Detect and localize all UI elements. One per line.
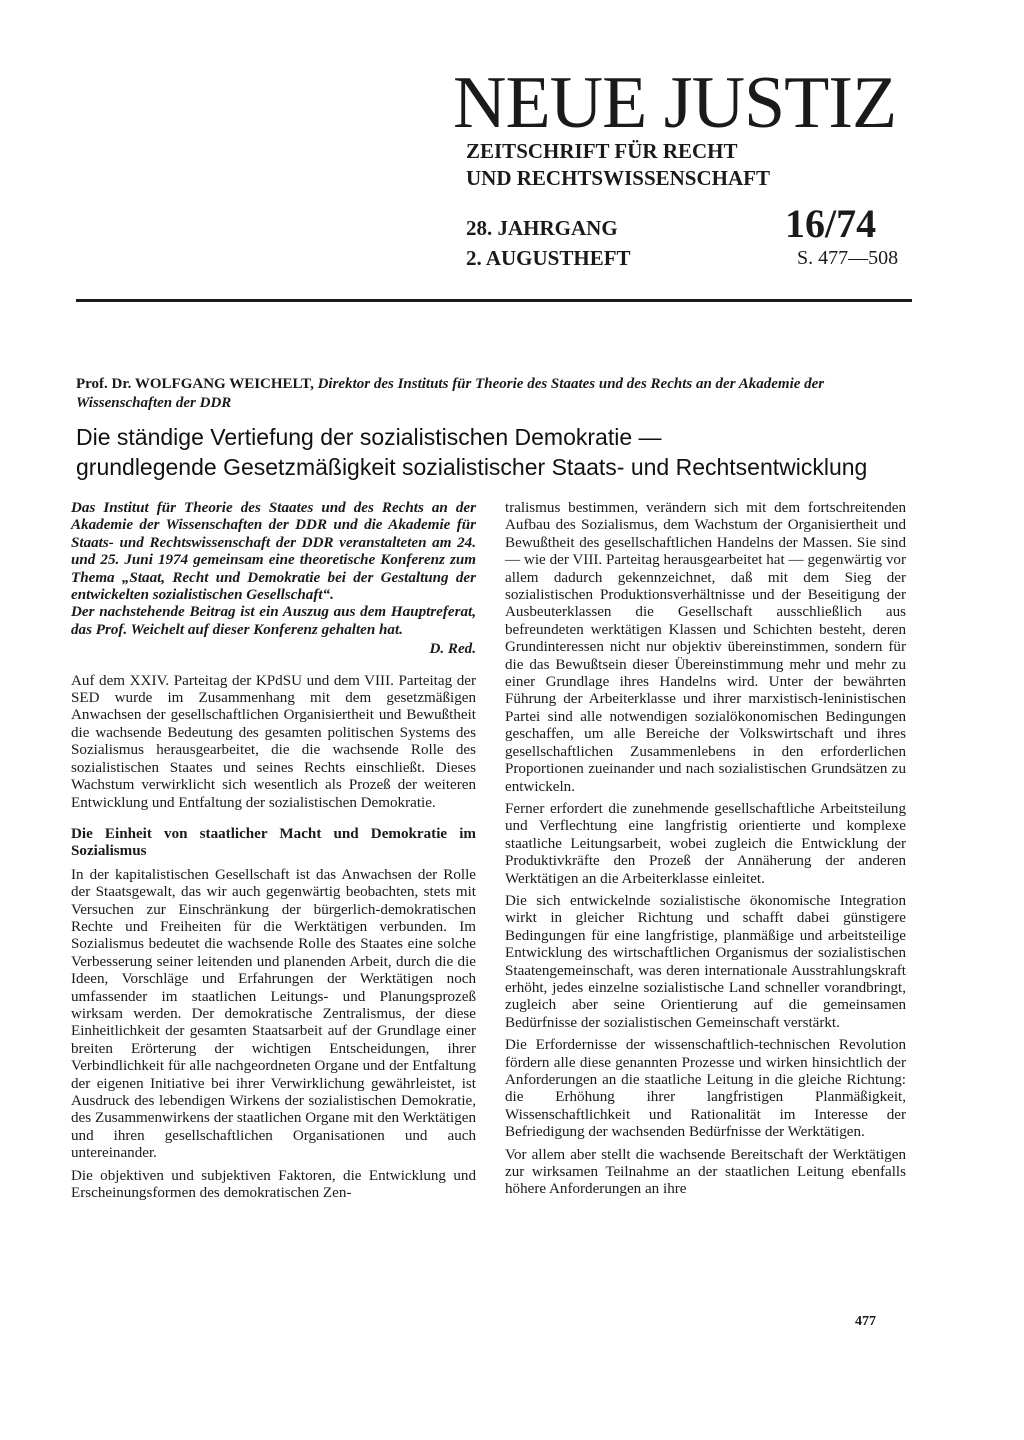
column-right [505,500,906,1204]
issue-info [466,213,631,273]
subtitle-line-1: ZEITSCHRIFT FÜR RECHT [466,139,738,163]
body-paragraph: Vor allem aber stellt die wachsende Bereitschaft der Werktätigen zur wirksamen Teilnahme an der staatlichen Leitung ebenfalls höhere Anforderungen an ihre [505,1146,906,1198]
author-name: Prof. Dr. WOLFGANG WEICHELT, [76,376,314,392]
headline-line-1: Die ständige Vertiefung der sozialistischen Demokratie — [76,424,662,450]
section-heading: Die Einheit von staatlicher Macht und Demokratie im Sozialismus [71,825,476,860]
masthead-rule [76,299,912,302]
subtitle-line-2: UND RECHTSWISSENSCHAFT [466,166,770,190]
masthead-subtitle [466,138,770,192]
issue-month: 2. AUGUSTHEFT [466,246,631,270]
column-left [71,500,476,1207]
author-affiliation: Direktor des Instituts für Theorie des Staates und des Rechts an der Akademie der Wissenschaften der DDR [76,376,825,411]
intro-paragraph: Der nachstehende Beitrag ist ein Auszug aus dem Hauptreferat, das Prof. Weichelt auf dieser Konferenz gehalten hat. [71,604,476,638]
editorial-intro [71,500,476,639]
body-paragraph: Ferner erfordert die zunehmende gesellschaftliche Arbeitsteilung und Verflechtung eine langfristig orientierte und komplexe staatliche Leitungsarbeit, wobei zugleich die Entwicklung der Produktivkräfte den Prozeß der Annäherung der anderen Werktätigen an die Arbeiterklasse einleitet. [505,800,906,887]
author-line [76,375,876,413]
body-paragraph: Auf dem XXIV. Parteitag der KPdSU und dem VIII. Parteitag der SED wurde im Zusammenhang mit dem gesetzmäßigen Anwachsen der gesellschaftlichen Organisiertheit und Bewußtheit die wachsende Bedeutung des gesamten politischen Systems des Sozialismus herausgearbeitet, die die wachsende Rolle des sozialistischen Staates und seines Rechts einschließt. Dieses Wachstum verwirklicht sich wesentlich als Prozeß der weiteren Entwicklung und Entfaltung der sozialistischen Demokratie. [71,672,476,811]
body-paragraph: In der kapitalistischen Gesellschaft ist das Anwachsen der Rolle der Staatsgewalt, das wir auch gegenwärtig beobachten, stets mit Versuchen zur Einschränkung der bürgerlich-demokratischen Rechte und Freiheiten für die Werktätigen verbunden. Im Sozialismus bedeutet die wachsende Rolle des Staates eine solche Verbesserung seiner leitenden und planenden Arbeit, durch die die Ideen, Vorschläge und Erfahrungen der Werktätigen noch umfassender im staatlichen Leitungs- und Planungsprozeß wirksam werden. Der demokratische Zentralismus, der diese Einheitlichkeit der gesamten Staatsarbeit auf der Grundlage einer breiten Erörterung der wichtigen Entscheidungen, ihrer Verbindlichkeit für alle nachgeordneten Organe und der Entfaltung der eigenen Initiative bei ihrer Verwirklichung gewährleistet, ist Ausdruck des lebendigen Wirkens der sozialistischen Demokratie, des Zusammenwirkens der staatlichen Organe mit den Werktätigen und ihren gesellschaftlichen Organisationen und auch untereinander. [71,866,476,1162]
headline-line-2: grundlegende Gesetzmäßigkeit sozialistischer Staats- und Rechtsentwicklung [76,454,868,480]
body-paragraph: Die Erfordernisse der wissenschaftlich-technischen Revolution fördern alle diese genannten Prozesse und wirken hinsichtlich der Anforderungen an die staatliche Leitung in die gleiche Richtung: die Erhöhung ihrer langfristigen Planmäßigkeit, Wissenschaftlichkeit und Rationalität im Interesse der Befriedigung der wachsenden Bedürfnisse der Werktätigen. [505,1037,906,1141]
masthead-title: NEUE JUSTIZ [453,62,897,144]
page-number: 477 [855,1314,876,1329]
issue-pages: S. 477—508 [797,247,899,269]
issue-number: 16/74 [785,201,877,246]
editorial-signature: D. Red. [429,641,476,658]
article-headline [76,422,936,482]
body-paragraph: tralismus bestimmen, verändern sich mit dem fortschreitenden Aufbau des Sozialismus, dem Wachstum der Organisiertheit und Bewußtheit des gesellschaftlichen Handelns der Massen. Sie sind — wie der VIII. Parteitag herausgearbeitet hat — gegenwärtig vor allem dadurch gekennzeichnet, daß mit dem Sieg der sozialistischen Produktionsverhältnisse und der Beseitigung der Ausbeuterklassen die Gesellschaft ausschließlich aus befreundeten werktätigen Klassen und Schichten besteht, deren Grundinteressen nicht nur objektiv übereinstimmen, sondern für die das Bewußtsein dieser Übereinstimmung mehr und mehr zu einer Grundlage ihres Handelns wird. Unter der bewährten Führung der Arbeiterklasse und ihrer marxistisch-leninistischen Partei sind alle notwendigen sozialökonomischen Bedingungen geschaffen, um alle Bereiche der Volkswirtschaft und ihres gesellschaftlichen Zusammenlebens in den erforderlichen Proportionen zueinander und nach sozialistischen Grundsätzen zu entwickeln. [505,500,906,795]
intro-paragraph: Das Institut für Theorie des Staates und des Rechts an der Akademie der Wissenschaften der DDR und die Akademie für Staats- und Rechtswissenschaft der DDR veranstalteten am 24. und 25. Juni 1974 gemeinsam eine theoretische Konferenz zum Thema „Staat, Recht und Demokratie bei der Gestaltung der entwickelten sozialistischen Gesellschaft“. [71,500,476,604]
body-paragraph: Die sich entwickelnde sozialistische ökonomische Integration wirkt in gleicher Richtung und schafft dabei günstigere Bedingungen für eine langfristige, planmäßige und arbeitsteilige Entwicklung des wirtschaftlichen Organismus der sozialistischen Staatengemeinschaft, was deren internationale Ausstrahlungskraft erhöht, jedes einzelne sozialistische Land schneller vorandbringt, zugleich aber seine Orientierung auf die gemeinsamen Bedürfnisse der sozialistischen Gemeinschaft verstärkt. [505,892,906,1031]
body-paragraph: Die objektiven und subjektiven Faktoren, die Entwicklung und Erscheinungsformen des demokratischen Zen- [71,1167,476,1202]
issue-year: 28. JAHRGANG [466,216,618,240]
